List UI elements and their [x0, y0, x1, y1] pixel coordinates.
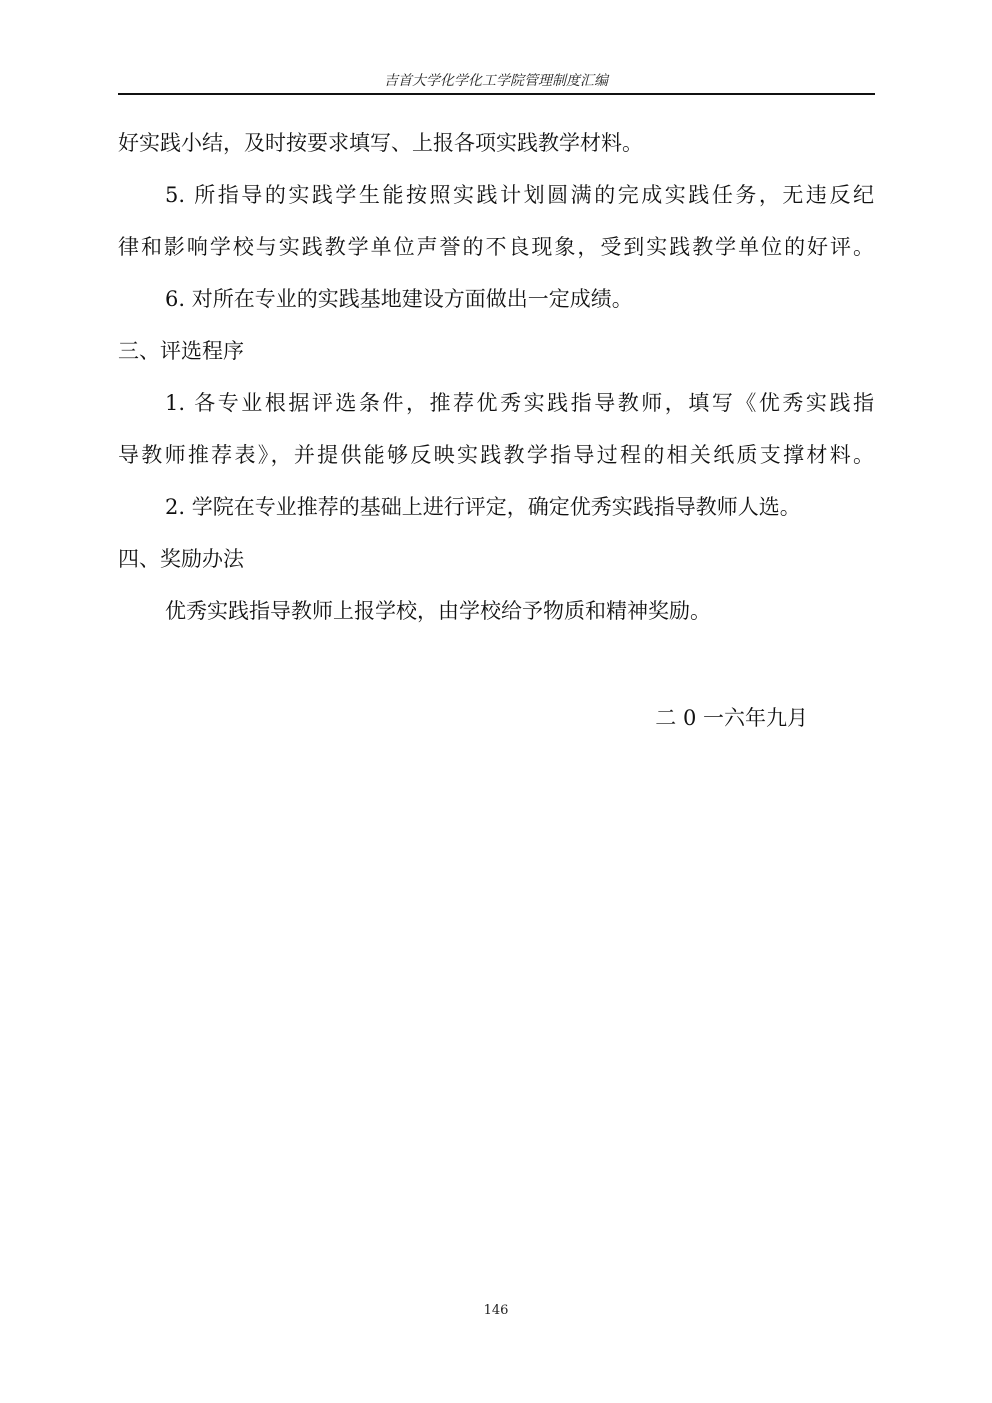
- procedure-2: 2. 学院在专业推荐的基础上进行评定，确定优秀实践指导教师人选。: [165, 495, 801, 519]
- procedure-1-line-2: 导教师推荐表》，并提供能够反映实践教学指导过程的相关纸质支撑材料。: [118, 443, 874, 467]
- section-heading-reward-method: 四、奖励办法: [118, 547, 244, 571]
- page-number: 146: [483, 1303, 509, 1318]
- section-heading-selection-procedure: 三、评选程序: [118, 339, 244, 363]
- item-6: 6. 对所在专业的实践基地建设方面做出一定成绩。: [165, 287, 633, 311]
- header-rule: [118, 93, 875, 95]
- page-header-title: 吉首大学化学化工学院管理制度汇编: [384, 73, 608, 89]
- paragraph-continuation: 好实践小结，及时按要求填写、上报各项实践教学材料。: [118, 131, 643, 155]
- item-5-line-2: 律和影响学校与实践教学单位声誉的不良现象，受到实践教学单位的好评。: [118, 235, 874, 259]
- reward-paragraph: 优秀实践指导教师上报学校，由学校给予物质和精神奖励。: [165, 599, 711, 623]
- document-date: 二 0 一六年九月: [655, 706, 808, 730]
- procedure-1-line-1: 1. 各专业根据评选条件，推荐优秀实践指导教师，填写《优秀实践指: [165, 391, 874, 415]
- item-5-line-1: 5. 所指导的实践学生能按照实践计划圆满的完成实践任务，无违反纪: [165, 183, 874, 207]
